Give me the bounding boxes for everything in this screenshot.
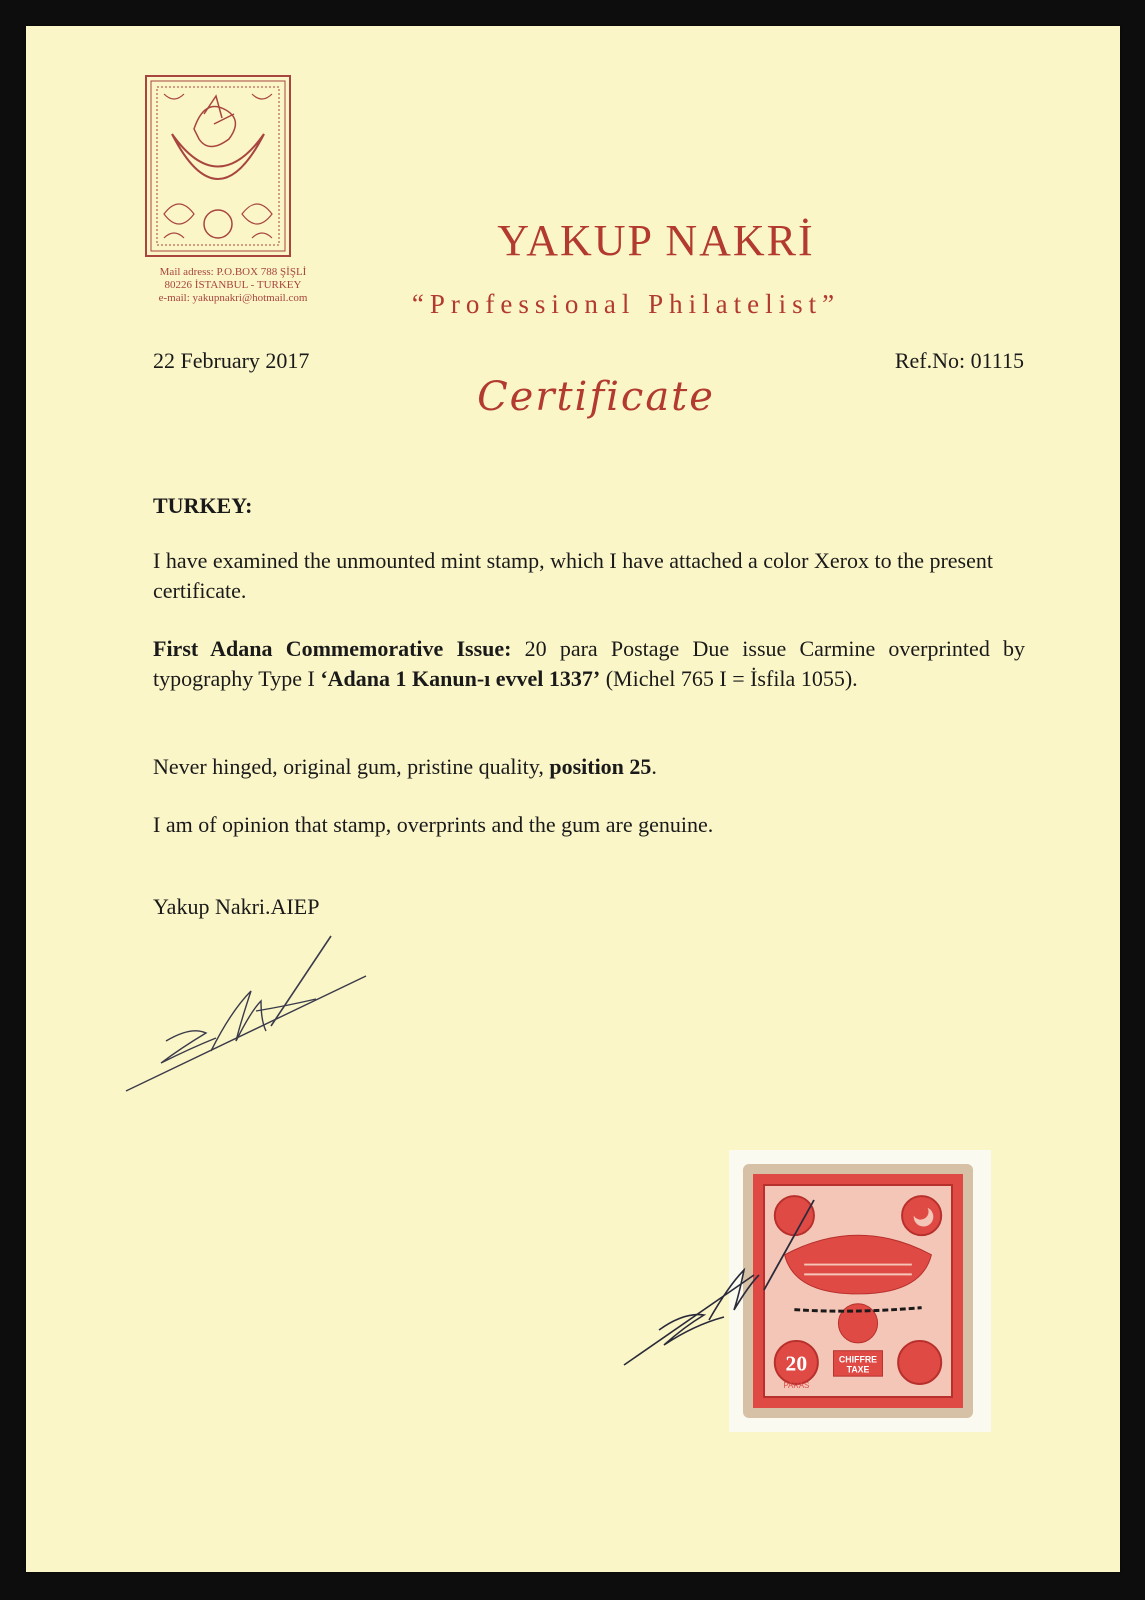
condition-end: . xyxy=(651,754,657,779)
reference-number: Ref.No: 01115 xyxy=(894,348,1024,373)
paragraph-condition xyxy=(153,752,1025,782)
stamp-image xyxy=(729,1150,991,1432)
signature-icon xyxy=(121,931,381,1101)
catalogue-text: (Michel 765 I = İsfila 1055). xyxy=(600,666,858,691)
svg-text:TAXE: TAXE xyxy=(846,1364,870,1375)
brand-name: YAKUP NAKRİ xyxy=(497,216,815,265)
paragraph-opinion: I am of opinion that stamp, overprints and the gum are genuine. xyxy=(153,812,714,837)
issue-text: 20 para Postage Due issue Carmine overprinted by typography Type I xyxy=(153,636,1025,691)
mail-line: 80226 İSTANBUL - TURKEY xyxy=(164,279,302,291)
overprint-text: ‘Adana 1 Kanun-ı evvel 1337’ xyxy=(320,666,601,691)
issue-name: First Adana Commemorative Issue: xyxy=(153,636,512,661)
certificate-date: 22 February 2017 xyxy=(153,348,310,373)
mail-line: Mail adress: P.O.BOX 788 ŞİŞLİ xyxy=(159,266,307,278)
certificate-title: Certificate xyxy=(477,374,715,420)
ottoman-stamp-logo-icon xyxy=(144,74,292,258)
signer-name: Yakup Nakri.AIEP xyxy=(153,894,320,919)
svg-text:PARAS: PARAS xyxy=(783,1380,810,1390)
position-text: position 25 xyxy=(549,754,652,779)
svg-text:CHIFFRE: CHIFFRE xyxy=(838,1354,878,1365)
email-line: e-mail: yakupnakri@hotmail.com xyxy=(158,292,308,304)
svg-text:20: 20 xyxy=(785,1351,808,1376)
paragraph-issue xyxy=(153,634,1025,694)
paragraph-examination: I have examined the unmounted mint stamp, which I have attached a color Xerox to the present certificate. xyxy=(153,548,993,603)
brand-tagline: “Professional Philatelist” xyxy=(411,289,841,319)
mail-address xyxy=(134,266,332,305)
stamp-signature-icon xyxy=(599,1180,899,1370)
country-heading: TURKEY: xyxy=(153,493,253,518)
certificate-sheet xyxy=(26,26,1120,1572)
condition-text: Never hinged, original gum, pristine quality, xyxy=(153,754,550,779)
